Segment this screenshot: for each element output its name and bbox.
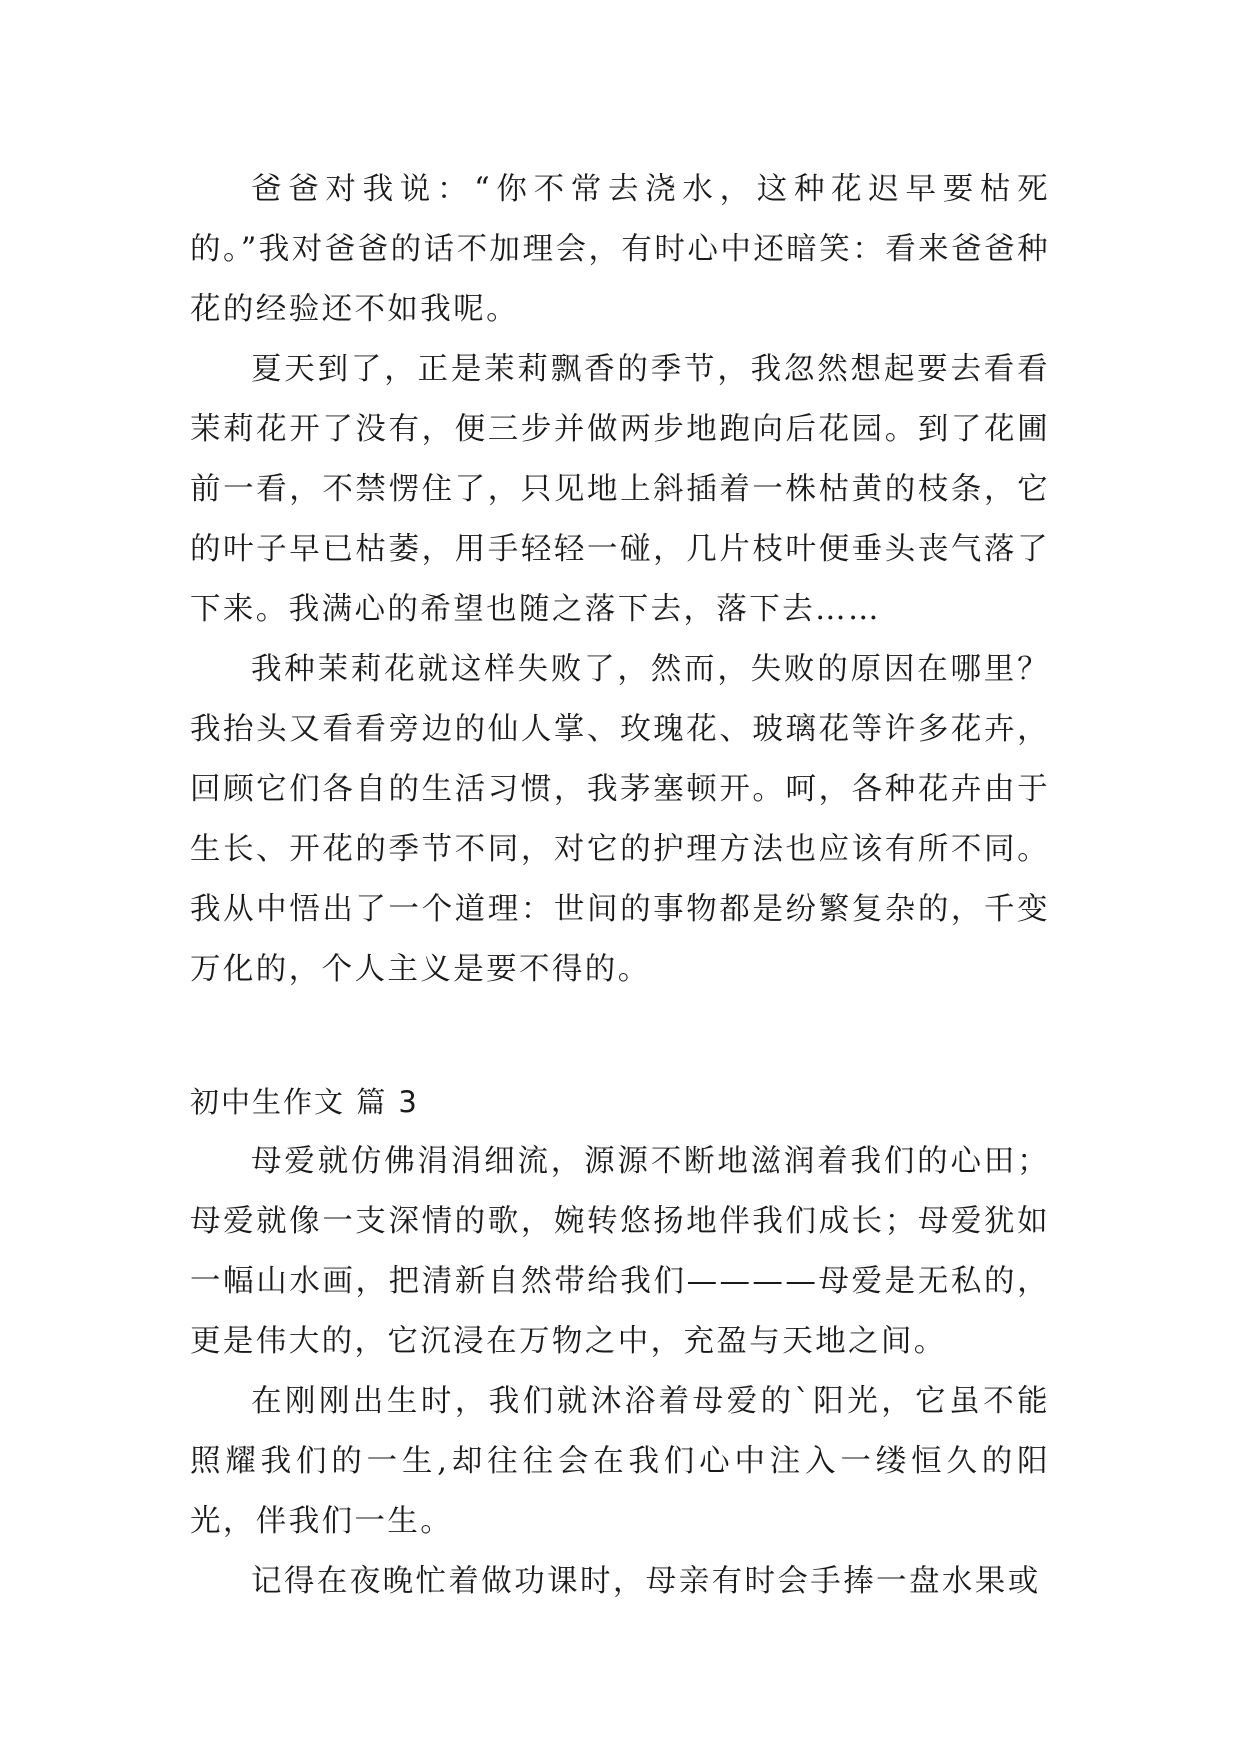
- paragraph: 夏天到了，正是茉莉飘香的季节，我忽然想起要去看看茉莉花开了没有，便三步并做两步地跑向后花园。到了花圃前一看，不禁愣住了，只见地上斜插着一株枯黄的枝条，它的叶子早已枯萎，用手轻轻一碰，几片枝叶便垂头丧气落了下来。我满心的希望也随之落下去，落下去……: [190, 352, 1050, 627]
- paragraph: 母爱就仿佛涓涓细流，源源不断地滋润着我们的心田；母爱就像一支深情的歌，婉转悠扬地伴我们成长；母爱犹如一幅山水画，把清新自然带给我们————母爱是无私的，更是伟大的，它沉浸在万物之中，充盈与天地之间。: [190, 1144, 1050, 1359]
- paragraph: 在刚刚出生时，我们就沐浴着母爱的`阳光，它虽不能照耀我们的一生,却往往会在我们心中注入一缕恒久的阳光，伴我们一生。: [190, 1384, 1050, 1539]
- section-heading: 初中生作文 篇 3: [190, 1085, 419, 1119]
- paragraph: 我种茉莉花就这样失败了，然而，失败的原因在哪里？我抬头又看看旁边的仙人掌、玫瑰花、玻璃花等许多花卉，回顾它们各自的生活习惯，我茅塞顿开。呵，各种花卉由于生长、开花的季节不同，对它的护理方法也应该有所不同。我从中悟出了一个道理：世间的事物都是纷繁复杂的，千变万化的，个人主义是要不得的。: [190, 652, 1050, 987]
- paragraph: 爸爸对我说：“你不常去浇水，这种花迟早要枯死的。”我对爸爸的话不加理会，有时心中还暗笑：看来爸爸种花的经验还不如我呢。: [190, 172, 1050, 327]
- document-body: [190, 160, 1050, 1612]
- paragraph: 记得在夜晚忙着做功课时，母亲有时会手捧一盘水果或: [251, 1564, 1041, 1599]
